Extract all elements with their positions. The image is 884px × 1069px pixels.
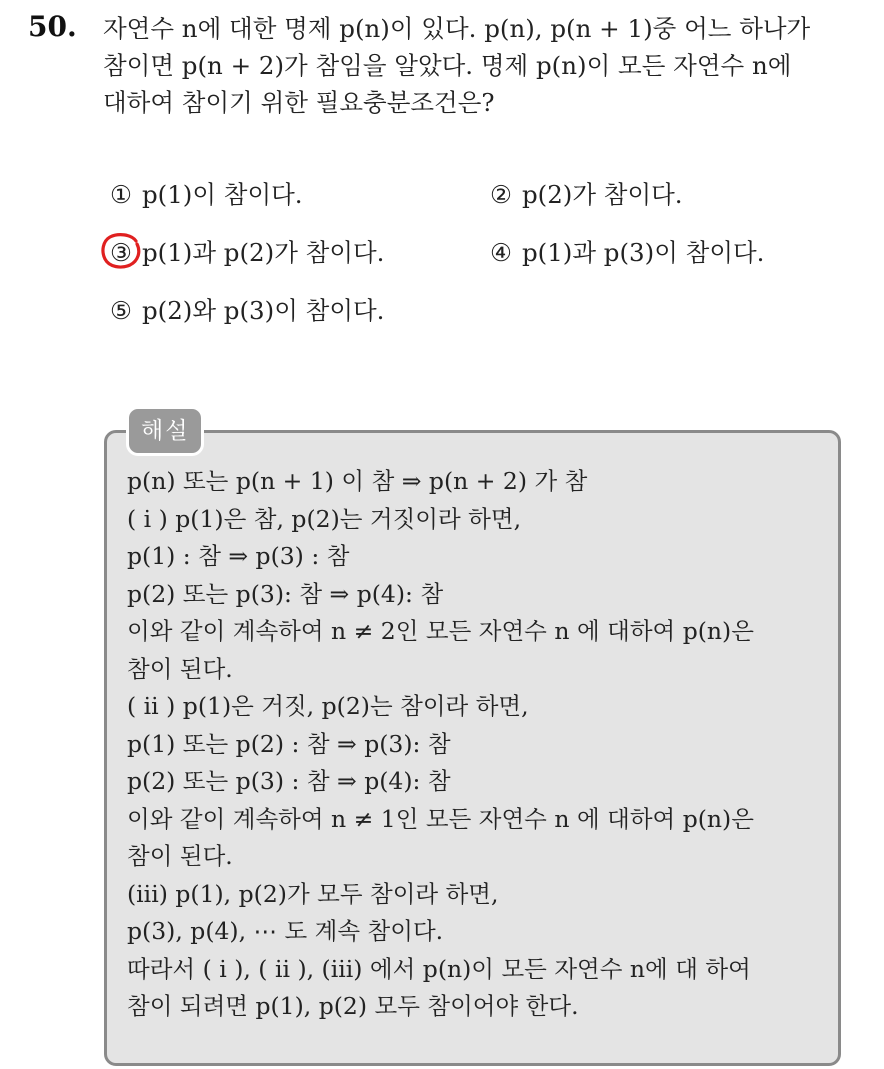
solution-line: 따라서 ( i ), ( ii ), (iii) 에서 p(n)이 모든 자연수 n에 대 하여 — [127, 954, 751, 983]
solution-line: (iii) p(1), p(2)가 모두 참이라 하면, — [127, 879, 499, 908]
solution-line: 참이 되려면 p(1), p(2) 모두 참이어야 한다. — [127, 992, 579, 1020]
solution-line: 이와 같이 계속하여 n ≠ 1인 모든 자연수 n 에 대하여 p(n)은 — [127, 804, 754, 833]
solution-line: ( i ) p(1)은 참, p(2)는 거짓이라 하면, — [127, 504, 522, 533]
choice-marker: ⑤ — [110, 296, 132, 325]
solution-line: p(2) 또는 p(3): 참 ⇒ p(4): 참 — [127, 579, 444, 608]
solution-line: 참이 된다. — [127, 654, 233, 683]
solution-line: p(n) 또는 p(n + 1) 이 참 ⇒ p(n + 2) 가 참 — [127, 467, 588, 495]
solution-line: 참이 된다. — [127, 842, 233, 870]
choice-text: p(1)과 p(3)이 참이다. — [521, 238, 765, 267]
solution-text — [127, 463, 827, 1026]
question-line: 참이면 p(n + 2)가 참임을 알았다. 명제 p(n)이 모든 자연수 n에 — [103, 51, 792, 80]
choice-2[interactable] — [490, 176, 683, 211]
choice-text: p(1)과 p(2)가 참이다. — [141, 238, 385, 267]
question-text — [103, 10, 863, 121]
choice-text: p(1)이 참이다. — [141, 180, 303, 209]
choice-marker: ④ — [490, 238, 512, 267]
solution-label: 해설 — [126, 406, 204, 456]
choice-marker: ① — [110, 180, 132, 209]
question-line: 대하여 참이기 위한 필요충분조건은? — [103, 88, 495, 117]
choice-marker: ② — [490, 180, 512, 209]
solution-line: p(1) : 참 ⇒ p(3) : 참 — [127, 542, 350, 570]
choice-4[interactable] — [490, 234, 764, 269]
choice-text: p(2)가 참이다. — [521, 180, 683, 209]
choice-marker: ③ — [110, 238, 132, 267]
solution-line: p(2) 또는 p(3) : 참 ⇒ p(4): 참 — [127, 767, 451, 795]
solution-line: p(1) 또는 p(2) : 참 ⇒ p(3): 참 — [127, 729, 451, 758]
solution-line: ( ii ) p(1)은 거짓, p(2)는 참이라 하면, — [127, 692, 529, 720]
question-line: 자연수 n에 대한 명제 p(n)이 있다. p(n), p(n + 1)중 어느 하나가 — [103, 14, 811, 43]
choice-text: p(2)와 p(3)이 참이다. — [141, 296, 385, 325]
solution-line: 이와 같이 계속하여 n ≠ 2인 모든 자연수 n 에 대하여 p(n)은 — [127, 617, 754, 645]
choice-1[interactable] — [110, 176, 303, 211]
solution-line: p(3), p(4), ⋯ 도 계속 참이다. — [127, 917, 444, 945]
choice-3[interactable] — [110, 234, 384, 269]
choice-5[interactable] — [110, 292, 384, 327]
question-number: 50. — [28, 10, 77, 43]
